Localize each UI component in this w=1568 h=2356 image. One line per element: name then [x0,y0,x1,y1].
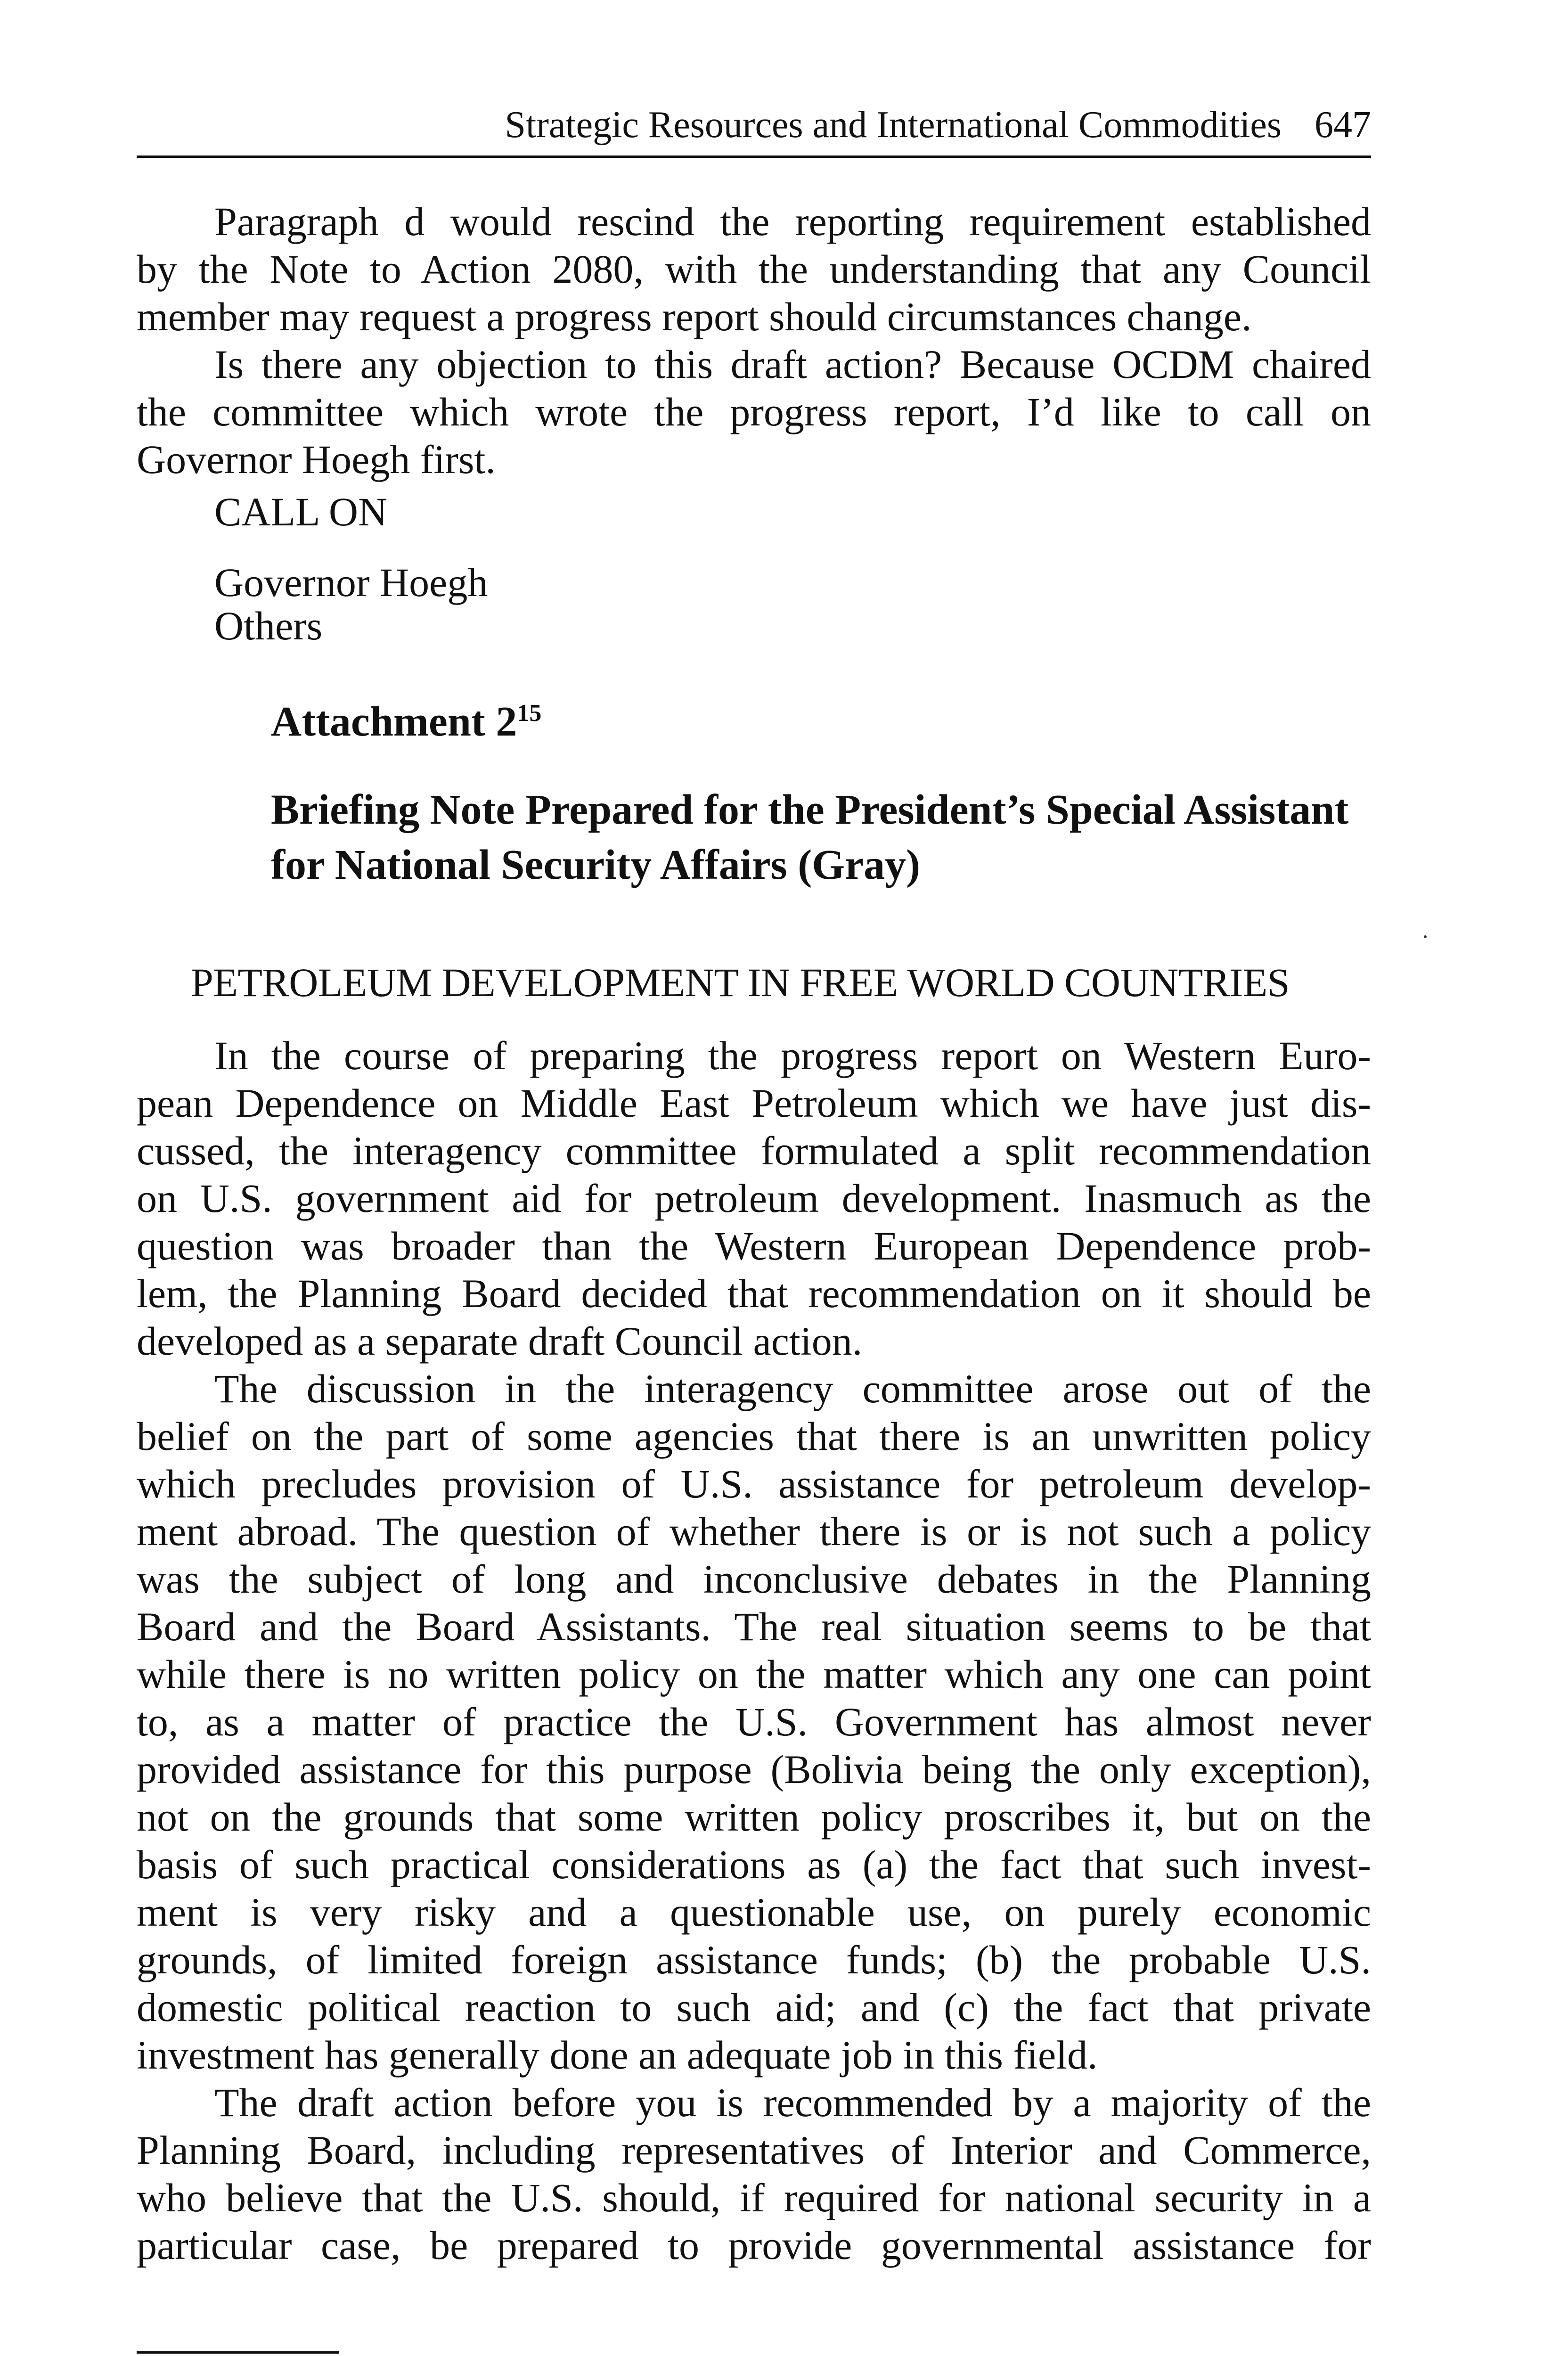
briefing-title-line: for National Security Affairs (Gray) [271,842,921,888]
paragraph-line: on U.S. government aid for petroleum development. Inasmuch as the [137,1176,1371,1221]
paragraph-line: The discussion in the interagency committee arose out of the [214,1366,1371,1411]
paragraph-line: In the course of preparing the progress report on Western Euro- [214,1033,1371,1078]
paragraph-line: while there is no written policy on the matter which any one can point [137,1652,1371,1697]
paragraph-line: the committee which wrote the progress report, I’d like to call on [137,389,1371,434]
paragraph-line: member may request a progress report should circumstances change. [137,294,1252,339]
paragraph-line: Board and the Board Assistants. The real situation seems to be that [137,1604,1371,1649]
call-on-label: CALL ON [214,489,388,534]
footnote-ref: 15 [517,700,542,727]
briefing-title-line: Briefing Note Prepared for the President’s Special Assistant [271,786,1349,833]
paragraph-line: to, as a matter of practice the U.S. Government has almost never [137,1699,1371,1744]
briefing-title [271,782,1378,892]
paragraph-line: lem, the Planning Board decided that recommendation on it should be [137,1271,1371,1316]
paragraph-line: who believe that the U.S. should, if required for national security in a [137,2175,1371,2220]
paragraph-line: grounds, of limited foreign assistance funds; (b) the probable U.S. [137,1937,1371,1982]
call-list-item: Others [214,603,323,648]
paragraph-line: Paragraph d would rescind the reporting requirement established [214,199,1371,244]
paragraph-line: which precludes provision of U.S. assistance for petroleum develop- [137,1461,1371,1506]
scan-speck [1424,935,1427,938]
paragraph-line: basis of such practical considerations as (a) the fact that such invest- [137,1842,1371,1887]
paragraph-line: belief on the part of some agencies that there is an unwritten policy [137,1414,1371,1459]
page-number: 647 [1315,104,1371,146]
paragraph-line: not on the grounds that some written policy proscribes it, but on the [137,1794,1371,1840]
paragraph-line: ment is very risky and a questionable use, on purely economic [137,1890,1371,1935]
paragraph-line: particular case, be prepared to provide governmental assistance for [137,2223,1371,2268]
paragraph-line: Is there any objection to this draft action? Because OCDM chaired [214,342,1371,387]
footnote-rule [137,2351,339,2354]
section-heading: PETROLEUM DEVELOPMENT IN FREE WORLD COUNTRIES [191,960,1290,1005]
attachment-heading [271,697,541,746]
paragraph-line: pean Dependence on Middle East Petroleum which we have just dis- [137,1080,1371,1126]
paragraph-line: domestic political reaction to such aid; and (c) the fact that private [137,1985,1371,2030]
call-list-item: Governor Hoegh [214,560,488,605]
paragraph-line: Planning Board, including representatives of Interior and Commerce, [137,2127,1371,2173]
paragraph-line: question was broader than the Western European Dependence prob- [137,1223,1371,1268]
paragraph-line: was the subject of long and inconclusive debates in the Planning [137,1556,1371,1602]
paragraph-line: Governor Hoegh first. [137,437,496,482]
paragraph-line: ment abroad. The question of whether there is or is not such a policy [137,1509,1371,1554]
paragraph-line: The draft action before you is recommended by a majority of the [214,2080,1371,2125]
paragraph-line: developed as a separate draft Council action. [137,1318,863,1364]
paragraph-line: by the Note to Action 2080, with the understanding that any Council [137,246,1371,292]
paragraph-line: provided assistance for this purpose (Bolivia being the only exception), [137,1747,1371,1792]
attachment-label: Attachment 2 [271,698,517,745]
paragraph-line: investment has generally done an adequate job in this field. [137,2032,1098,2078]
running-header [137,99,1371,158]
paragraph-line: cussed, the interagency committee formulated a split recommendation [137,1128,1371,1173]
running-header-title: Strategic Resources and International Commodities [505,104,1282,146]
